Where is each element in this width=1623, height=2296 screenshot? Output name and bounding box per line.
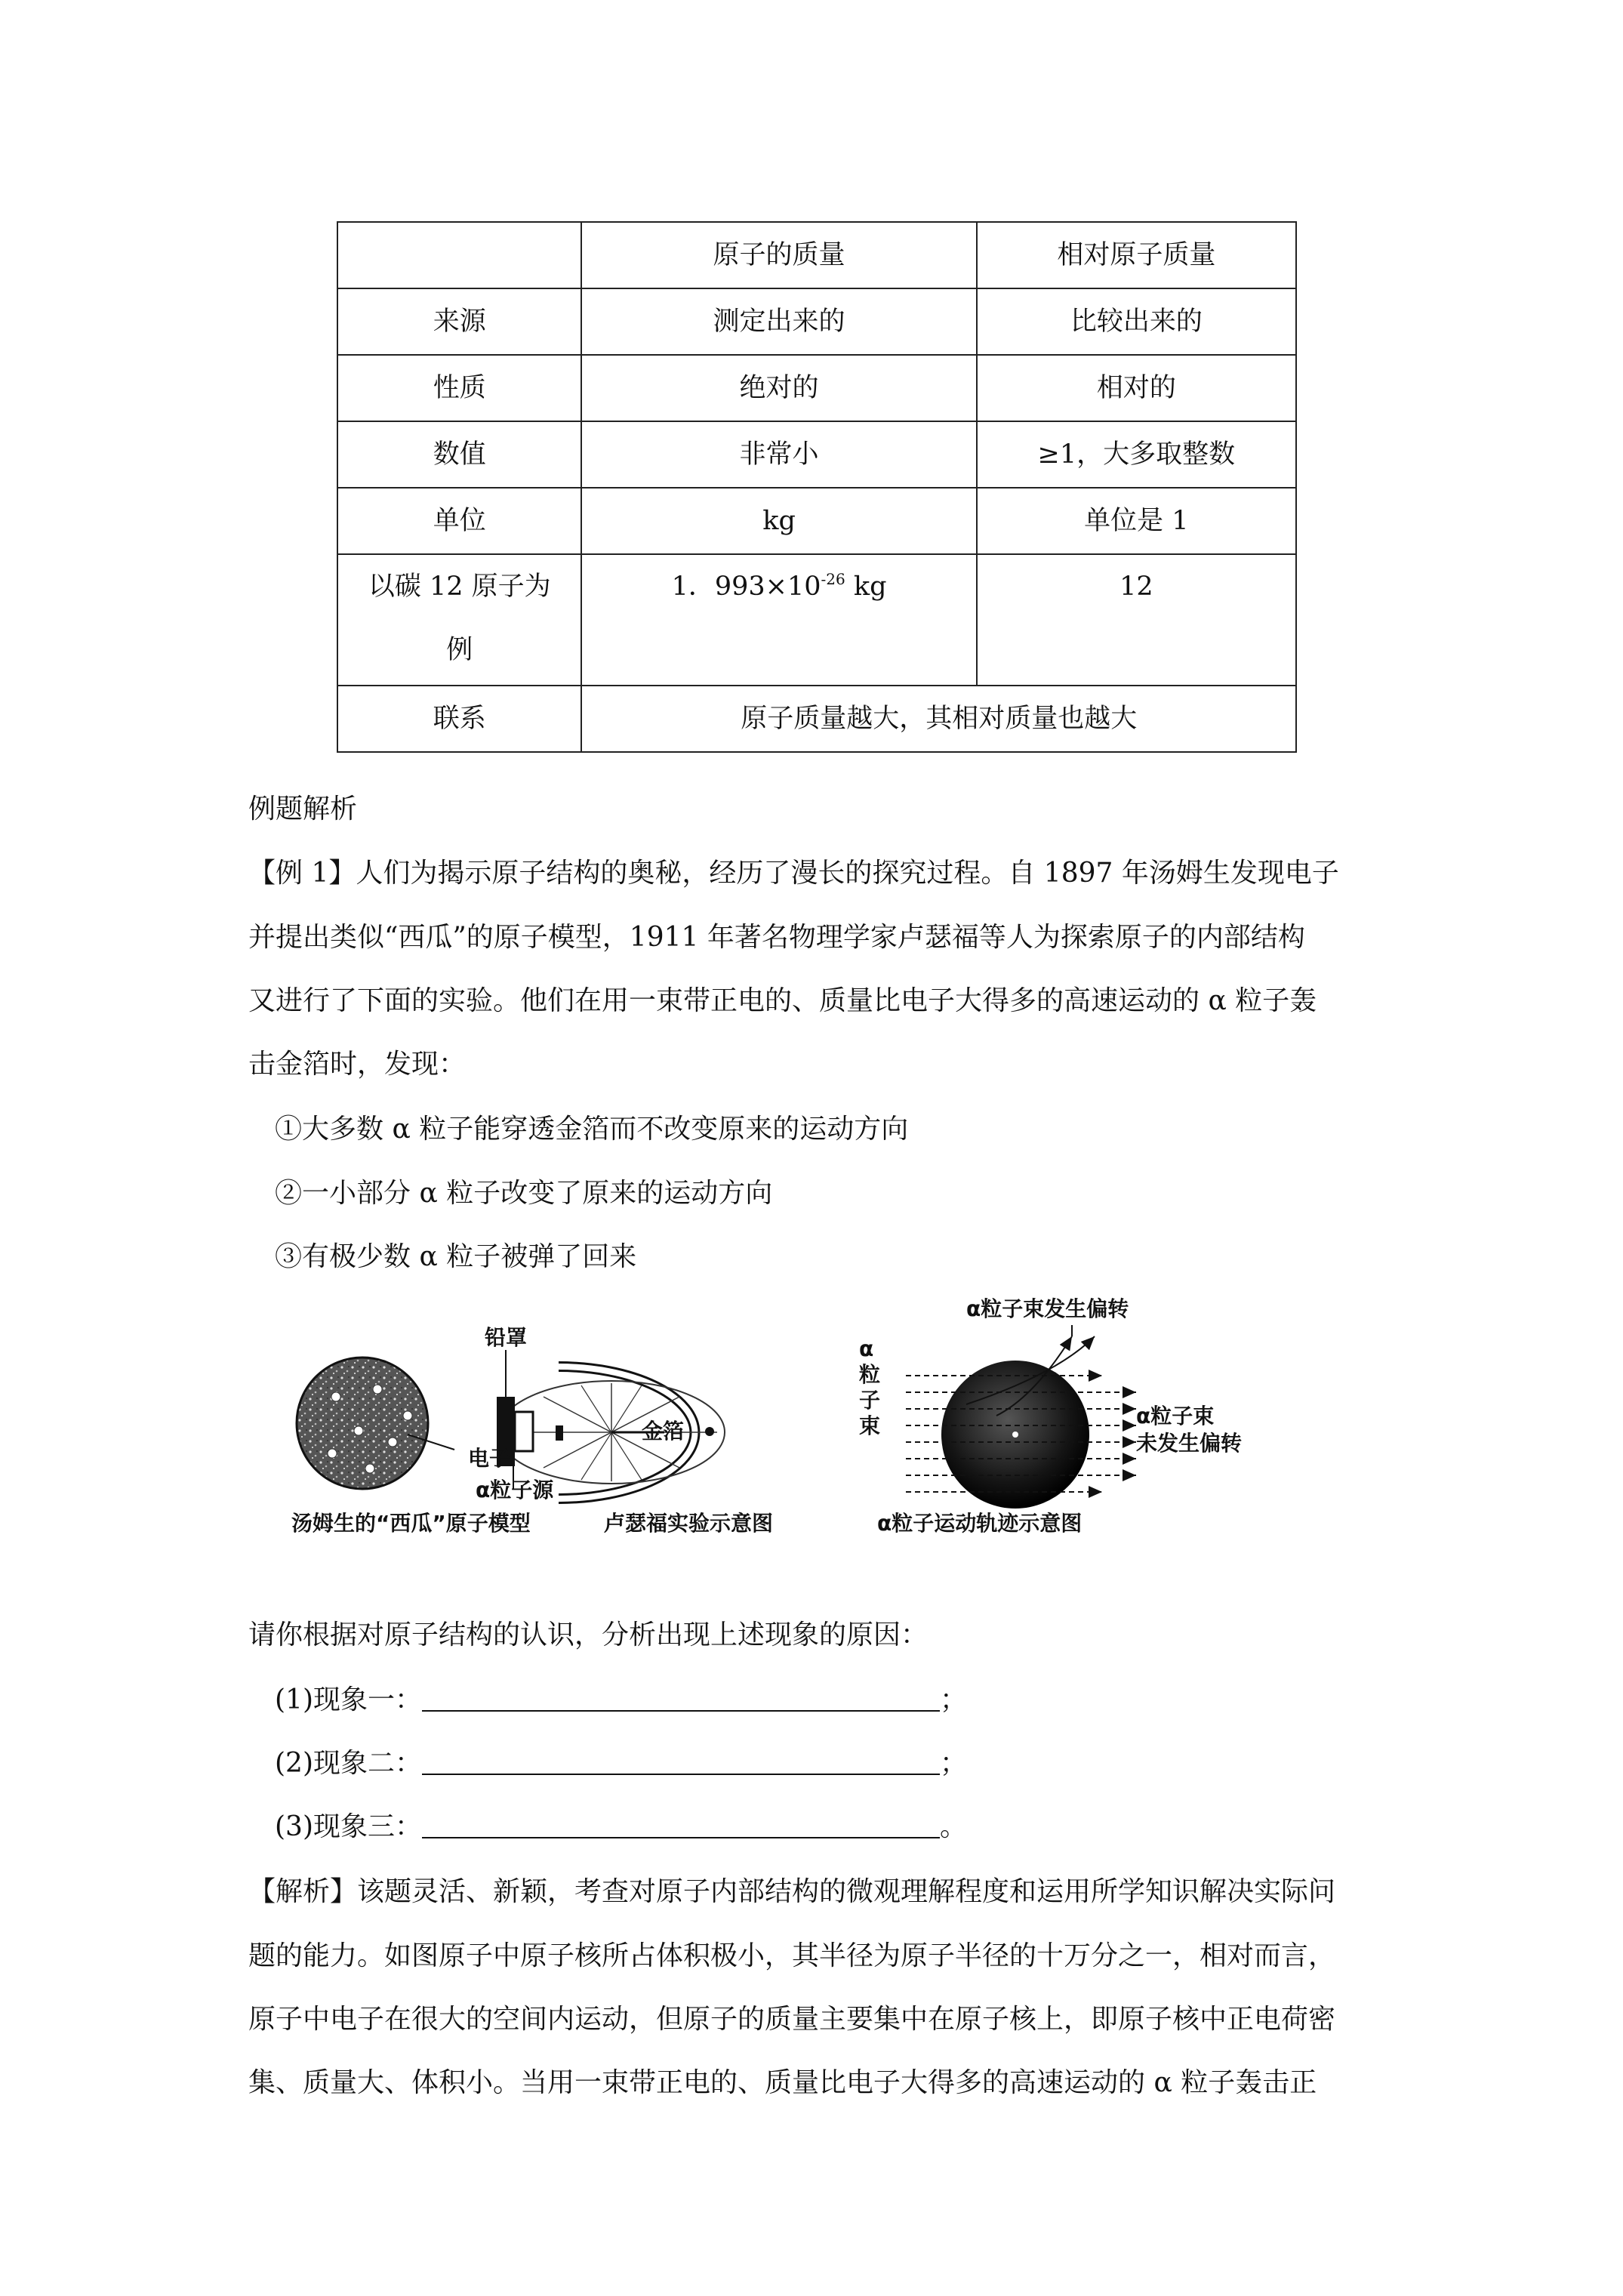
- table-row-label: 数值: [337, 421, 581, 488]
- figure-drawing: [287, 1291, 1283, 1540]
- table-header-row: [337, 222, 1296, 288]
- beam-char: 子: [859, 1388, 881, 1413]
- alpha-trajectory-icon: [906, 1325, 1136, 1509]
- table-row-label: [337, 554, 581, 686]
- mass-mantissa: 1．993×10: [671, 572, 821, 602]
- question-item: [275, 1812, 1422, 1842]
- question-end: 。: [940, 1811, 968, 1842]
- answer-blank[interactable]: [422, 1687, 940, 1712]
- answer-blank[interactable]: [422, 1751, 940, 1775]
- table-row-label: 性质: [337, 355, 581, 421]
- table-cell: kg: [581, 488, 976, 554]
- question-end: ；: [940, 1684, 968, 1715]
- section-title: 例题解析: [248, 794, 358, 824]
- rutherford-figure: [287, 1291, 1283, 1540]
- table-header-cell: [337, 222, 581, 288]
- beam-char: 粒: [859, 1362, 881, 1387]
- analysis-line: 题的能力。如图原子中原子核所占体积极小，其半径为原子半径的十万分之一，相对而言，: [248, 1940, 1336, 1971]
- mass-unit: kg: [845, 572, 887, 602]
- beam-char: α: [859, 1336, 874, 1361]
- table-row-label: 联系: [337, 686, 581, 752]
- answer-blank[interactable]: [422, 1814, 940, 1838]
- table-header-cell: 原子的质量: [581, 222, 976, 288]
- example-line: 【例 1】人们为揭示原子结构的奥秘，经历了漫长的探究过程。自 1897 年汤姆生发现电子: [248, 858, 1339, 889]
- label-line: 例: [446, 635, 473, 665]
- table-cell: 测定出来的: [581, 288, 976, 355]
- table-row: [337, 355, 1296, 421]
- table-cell: ≥1，大多取整数: [977, 421, 1296, 488]
- fig2-alpha-source-label: α粒子源: [476, 1478, 554, 1502]
- table-cell: 12: [977, 554, 1296, 686]
- table-row: [337, 421, 1296, 488]
- fig2-gold-foil-label: 金箔: [642, 1419, 685, 1444]
- table-cell-merged: 原子质量越大，其相对质量也越大: [581, 686, 1296, 752]
- mass-exponent: -26: [821, 570, 845, 588]
- observation-item: ③有极少数 α 粒子被弹了回来: [275, 1241, 637, 1272]
- fig1-caption: 汤姆生的“西瓜”原子模型: [291, 1511, 531, 1536]
- table-header-cell: 相对原子质量: [977, 222, 1296, 288]
- question-item: [275, 1749, 1422, 1779]
- table-cell-carbon-mass: [581, 554, 976, 686]
- observation-item: ②一小部分 α 粒子改变了原来的运动方向: [275, 1178, 773, 1209]
- table-cell: 比较出来的: [977, 288, 1296, 355]
- table-row-carbon: [337, 554, 1296, 686]
- question-end: ；: [940, 1748, 968, 1779]
- fig2-lead-shield-label: 铅罩: [485, 1325, 528, 1350]
- analysis-line: 【解析】该题灵活、新颖，考查对原子内部结构的微观理解程度和运用所学知识解决实际问: [248, 1876, 1336, 1907]
- fig2-caption: 卢瑟福实验示意图: [604, 1511, 774, 1536]
- fig1-electron-label: 电子: [468, 1446, 511, 1471]
- fig3-undeflected-label-1: α粒子束: [1136, 1404, 1215, 1428]
- table-cell: 相对的: [977, 355, 1296, 421]
- question-label: (3)现象三：: [275, 1811, 422, 1842]
- table-row: [337, 488, 1296, 554]
- label-line: 以碳 12 原子为: [368, 572, 551, 602]
- example-line: 击金箔时，发现：: [248, 1049, 467, 1080]
- example-line: 并提出类似“西瓜”的原子模型，1911 年著名物理学家卢瑟福等人为探索原子的内部结构: [248, 922, 1305, 953]
- observation-item: ①大多数 α 粒子能穿透金箔而不改变原来的运动方向: [275, 1114, 909, 1145]
- question-item: [275, 1685, 1422, 1715]
- question-prompt: 请你根据对原子结构的认识，分析出现上述现象的原因：: [248, 1620, 929, 1650]
- table-row-relation: [337, 686, 1296, 752]
- question-label: (2)现象二：: [275, 1748, 422, 1779]
- table-row-label: 单位: [337, 488, 581, 554]
- fig3-beam-label: [859, 1336, 882, 1439]
- atomic-mass-comparison-table: [337, 221, 1297, 753]
- fig3-undeflected-label-2: 未发生偏转: [1136, 1431, 1243, 1456]
- fig3-caption: α粒子运动轨迹示意图: [877, 1511, 1083, 1536]
- table-row-label: 来源: [337, 288, 581, 355]
- table-cell: 单位是 1: [977, 488, 1296, 554]
- table-row: [337, 288, 1296, 355]
- analysis-line: 原子中电子在很大的空间内运动，但原子的质量主要集中在原子核上，即原子核中正电荷密: [248, 2004, 1336, 2035]
- example-line: 又进行了下面的实验。他们在用一束带正电的、质量比电子大得多的高速运动的 α 粒子轰: [248, 985, 1317, 1016]
- table-cell: 非常小: [581, 421, 976, 488]
- table-cell: 绝对的: [581, 355, 976, 421]
- plum-pudding-atom-icon: [297, 1358, 454, 1489]
- analysis-line: 集、质量大、体积小。当用一束带正电的、质量比电子大得多的高速运动的 α 粒子轰击正: [248, 2067, 1317, 2098]
- question-label: (1)现象一：: [275, 1684, 422, 1715]
- fig3-deflected-label: α粒子束发生偏转: [966, 1296, 1129, 1321]
- beam-char: 束: [859, 1413, 881, 1438]
